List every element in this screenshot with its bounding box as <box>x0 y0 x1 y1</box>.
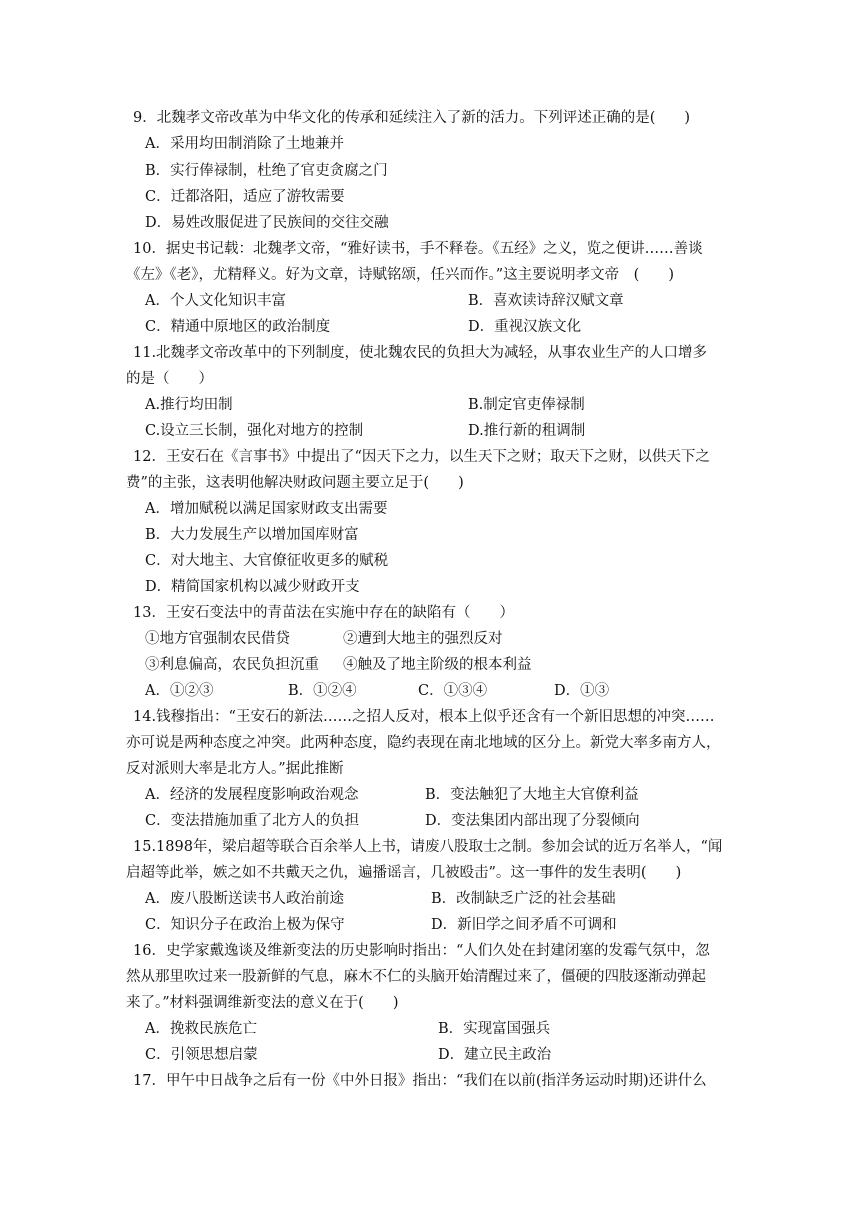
option-b: B．变法触犯了大地主大官僚利益 <box>425 787 639 803</box>
option-a: A．废八股断送读书人政治前途 <box>145 891 344 907</box>
question-stem: 12．王安石在《言事书》中提出了“因天下之力，以生天下之财；取天下之财，以供天下之 <box>133 449 710 465</box>
option-a: A．经济的发展程度影响政治观念 <box>145 787 359 803</box>
option-c: C．知识分子在政治上极为保守 <box>145 917 345 933</box>
option-a: A．个人文化知识丰富 <box>145 293 286 309</box>
question-stem-cont: 来了。”材料强调维新变法的意义在于( ) <box>126 995 399 1011</box>
option-d: D．精简国家机构以减少财政开支 <box>145 579 360 595</box>
question-stem: 15.1898年，梁启超等联合百余举人上书，请废八股取士之制。参加会试的近万名举人，“闻 <box>133 839 723 855</box>
question-stem: 10．据史书记载：北魏孝文帝，“雅好读书，手不释卷。《五经》之义，览之便讲……善谈 <box>133 241 703 257</box>
option-d: D．①③ <box>554 683 610 699</box>
statement-4: ④触及了地主阶级的根本利益 <box>343 657 532 673</box>
question-stem-cont: 反对派则大率是北方人。”据此推断 <box>126 761 344 777</box>
question-stem: 11.北魏孝文帝改革中的下列制度，使北魏农民的负担大为减轻，从事农业生产的人口增多 <box>133 345 708 361</box>
option-d: D．变法集团内部出现了分裂倾向 <box>425 813 640 829</box>
question-stem: 9．北魏孝文帝改革为中华文化的传承和延续注入了新的活力。下列评述正确的是( ) <box>133 110 691 126</box>
question-stem: 13．王安石变法中的青苗法在实施中存在的缺陷有（ ） <box>133 605 514 621</box>
option-a: A．采用均田制消除了土地兼并 <box>145 136 344 152</box>
option-c: C．①③④ <box>418 683 488 699</box>
option-c: C．对大地主、大官僚征收更多的赋税 <box>145 553 389 569</box>
option-b: B．改制缺乏广泛的社会基础 <box>431 891 616 907</box>
question-stem: 16．史学家戴逸谈及维新变法的历史影响时指出：“人们久处在封建闭塞的发霉气氛中，忽 <box>133 943 710 959</box>
option-c: C．引领思想启蒙 <box>145 1047 258 1063</box>
option-a: A．挽救民族危亡 <box>145 1021 257 1037</box>
option-a: A.推行均田制 <box>145 397 233 413</box>
question-stem-cont: 亦可说是两种态度之冲突。此两种态度，隐约表现在南北地域的区分上。新党大率多南方人， <box>126 735 721 751</box>
question-stem: 17．甲午中日战争之后有一份《中外日报》指出：“我们在以前(指洋务运动时期)还讲什么 <box>133 1073 707 1089</box>
question-stem-cont: 费”的主张，这表明他解决财政问题主要立足于( ) <box>126 475 464 491</box>
option-d: D．建立民主政治 <box>438 1047 552 1063</box>
option-c: C．变法措施加重了北方人的负担 <box>145 813 360 829</box>
option-d: D.推行新的租调制 <box>468 423 586 439</box>
option-b: B．喜欢读诗辞汉赋文章 <box>468 293 624 309</box>
option-b: B.制定官吏俸禄制 <box>468 397 585 413</box>
option-c: C.设立三长制，强化对地方的控制 <box>145 423 364 439</box>
statement-3: ③利息偏高，农民负担沉重 <box>145 657 319 673</box>
option-b: B．①②④ <box>288 683 357 699</box>
option-c: C．迁都洛阳，适应了游牧需要 <box>145 189 345 205</box>
option-b: B．实现富国强兵 <box>438 1021 551 1037</box>
statement-2: ②遭到大地主的强烈反对 <box>343 631 503 647</box>
question-stem-cont: 启超等此举，嫉之如不共戴天之仇，遍播谣言，几被殴击”。这一事件的发生表明( ) <box>126 865 682 881</box>
statement-1: ①地方官强制农民借贷 <box>145 631 290 647</box>
option-d: D．新旧学之间矛盾不可调和 <box>431 917 617 933</box>
option-a: A．①②③ <box>145 683 214 699</box>
question-stem: 14.钱穆指出：“王安石的新法……之招人反对，根本上似乎还含有一个新旧思想的冲突…… <box>133 709 715 725</box>
option-b: B．大力发展生产以增加国库财富 <box>145 527 359 543</box>
option-a: A．增加赋税以满足国家财政支出需要 <box>145 501 388 517</box>
question-stem-cont: 《左》《老》，尤精释义。好为文章，诗赋铭颂，任兴而作。”这主要说明孝文帝 ( ) <box>126 267 674 283</box>
option-d: D．重视汉族文化 <box>468 319 582 335</box>
option-b: B．实行俸禄制，杜绝了官吏贪腐之门 <box>145 163 388 179</box>
question-stem-cont: 然从那里吹过来一股新鲜的气息，麻木不仁的头脑开始清醒过来了，僵硬的四肢逐渐动弹起 <box>126 969 706 985</box>
option-d: D．易姓改服促进了民族间的交往交融 <box>145 215 389 231</box>
option-c: C．精通中原地区的政治制度 <box>145 319 331 335</box>
question-stem-cont: 的是（ ） <box>126 371 213 387</box>
